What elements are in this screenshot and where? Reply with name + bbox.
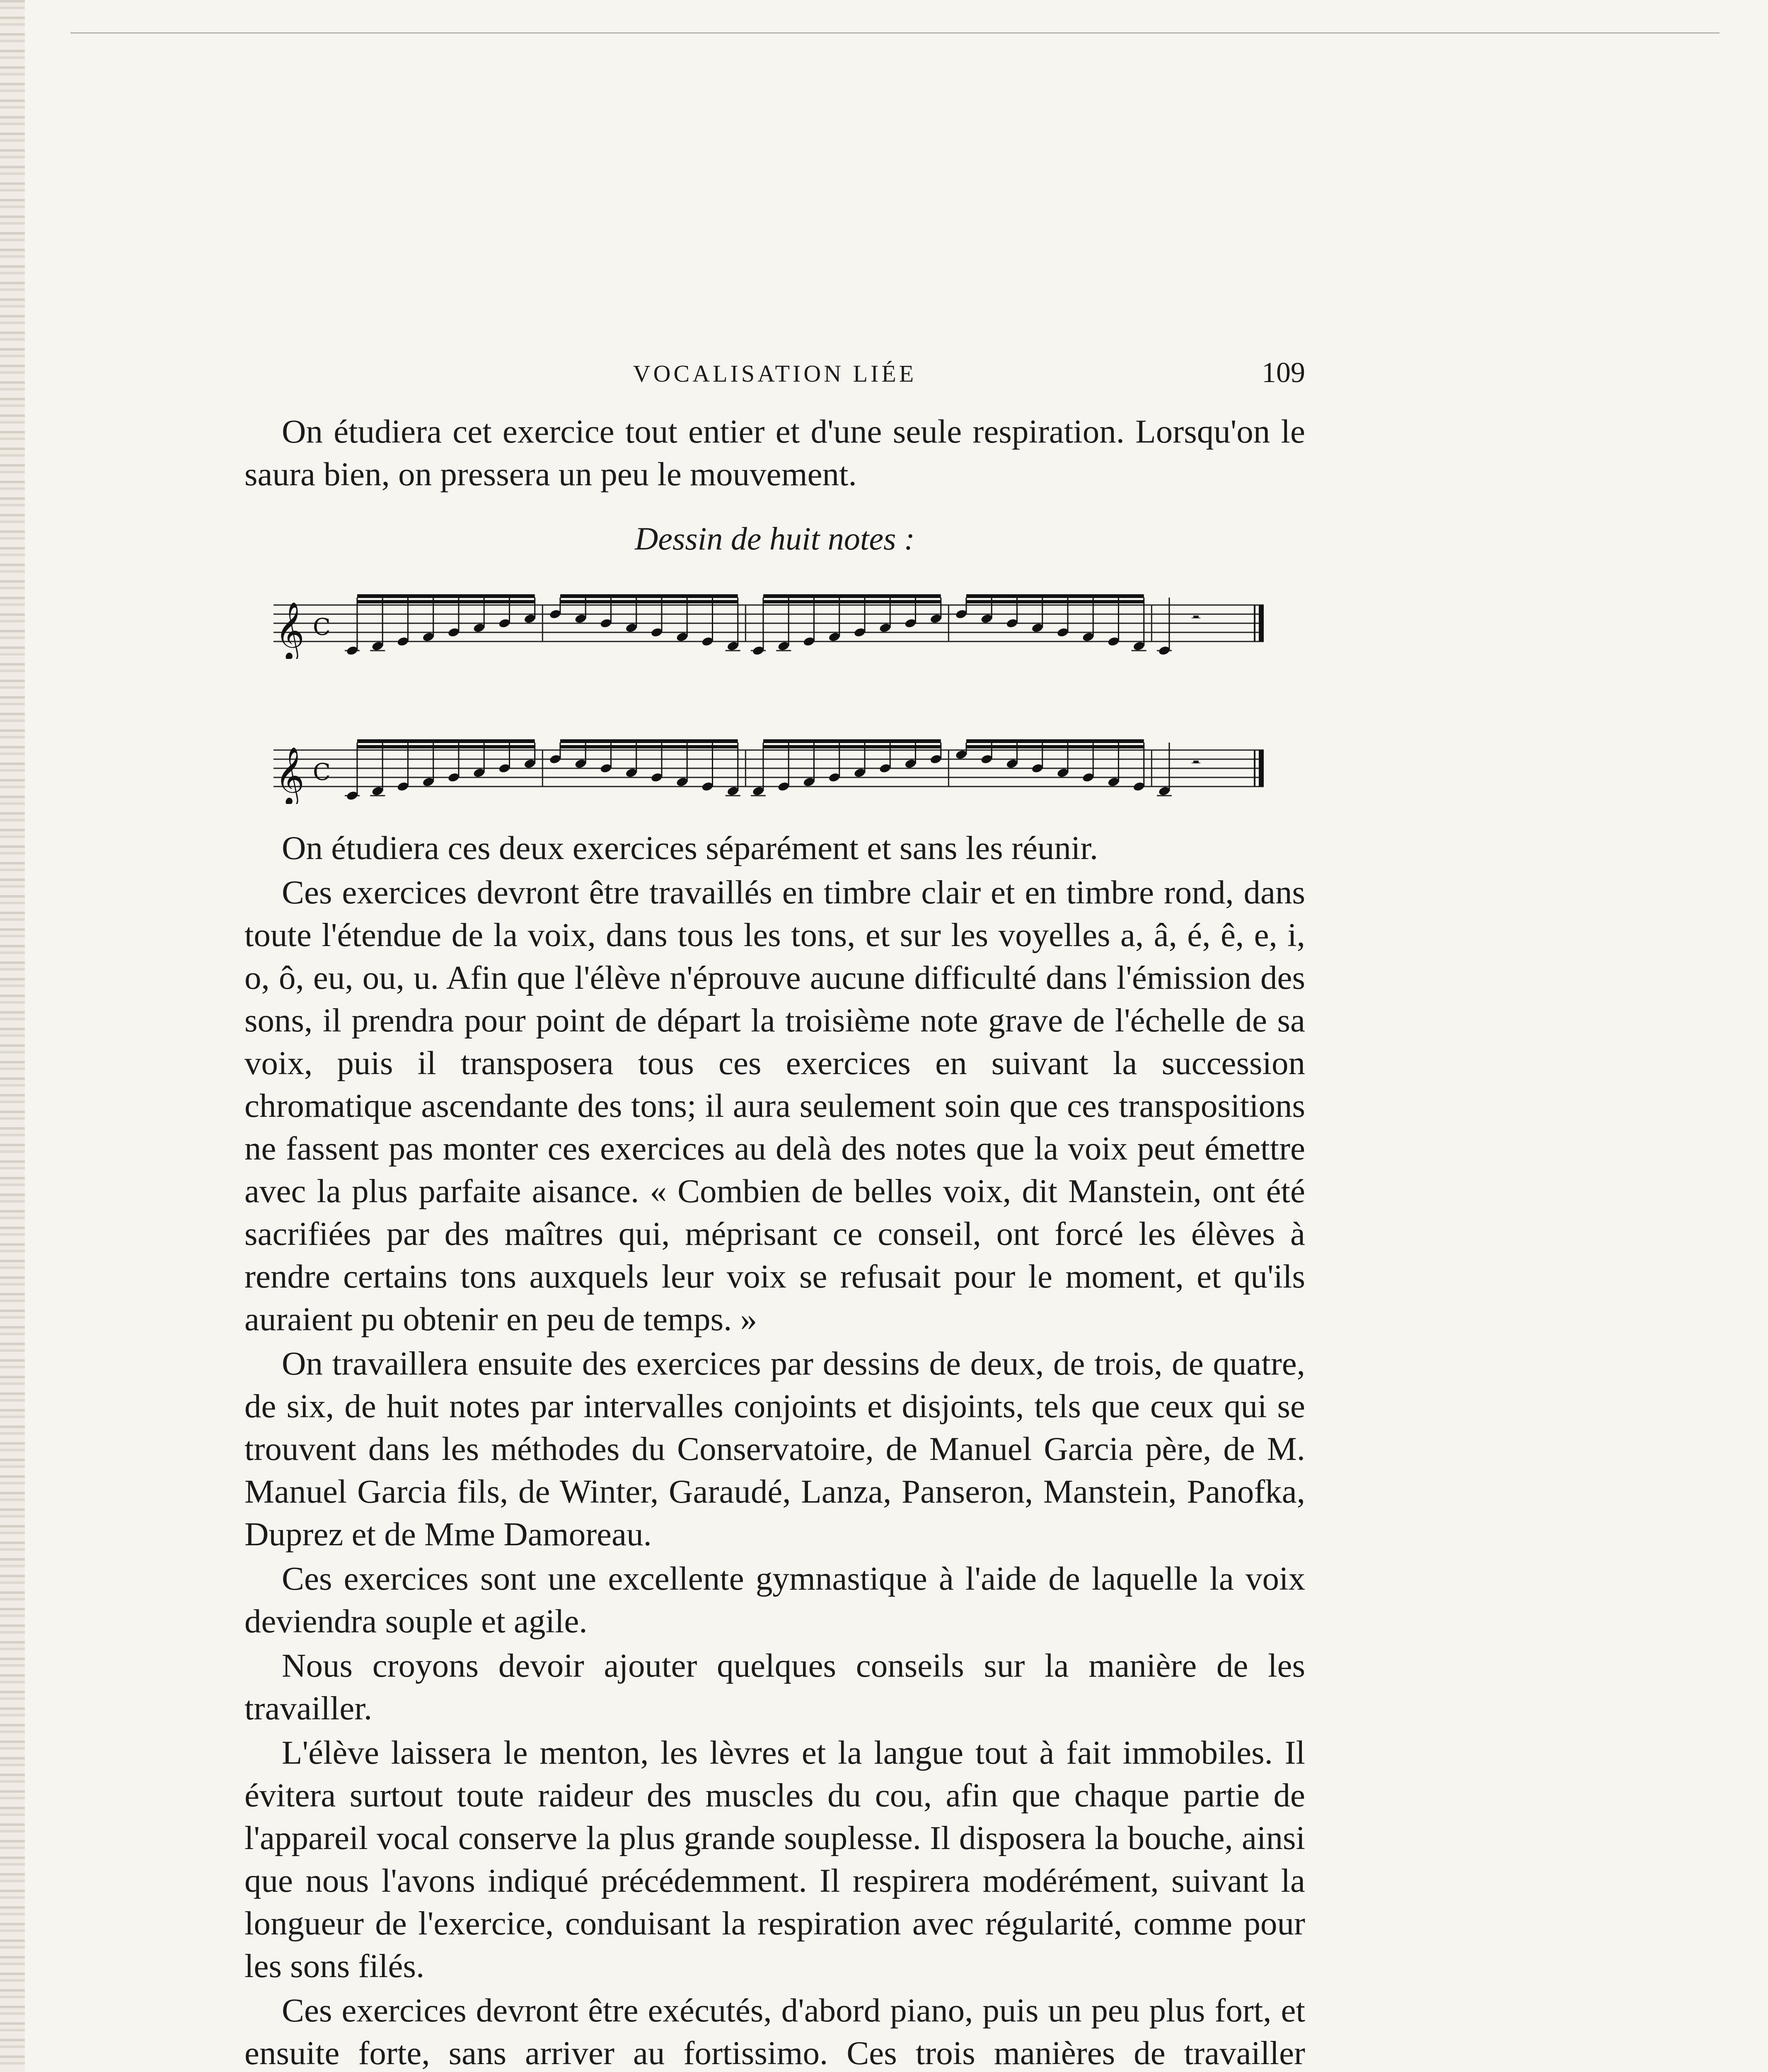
note-beam	[763, 594, 941, 598]
note-beam	[763, 739, 941, 743]
note-beam	[966, 594, 1144, 598]
note-beam	[763, 745, 941, 748]
example-caption: Dessin de huit notes :	[635, 520, 915, 557]
scan-binding-edge	[0, 0, 25, 2072]
treble-clef-icon: 𝄞	[275, 747, 305, 804]
body-paragraph-6: L'élève laissera le menton, les lèvres et la langue tout à fait immobiles. Il évitera surtout toute raideur des muscles du cou, afin que chaque partie de l'appareil vocal conserve la plus grande souplesse. Il disposera la bouche, ainsi que nous l'avons indiqué précédemment. Il respirera modérément, suivant la longueur de l'exercice, conduisant la respiration avec régularité, comme pour les sons filés.	[244, 1734, 1305, 1985]
note-beam	[357, 739, 535, 743]
top-scan-rule	[70, 32, 1720, 34]
music-staff-2-svg	[265, 733, 1272, 804]
time-signature: C	[313, 614, 331, 641]
note-beam	[560, 600, 738, 603]
note-beam	[966, 739, 1144, 743]
note-beam	[357, 600, 535, 603]
body-text	[244, 827, 1305, 2072]
body-paragraph-3: On travaillera ensuite des exercices par dessins de deux, de trois, de quatre, de six, de huit notes par intervalles conjoints et disjoints, tels que ceux qui se trouvent dans les méthodes du Conservatoire, de Manuel Garcia père, de M. Manuel Garcia fils, de Winter, Garaudé, Lanza, Panseron, Manstein, Panofka, Duprez et de Mme Damoreau.	[244, 1345, 1305, 1553]
note-beam	[357, 745, 535, 748]
body-paragraph-2: Ces exercices devront être travaillés en timbre clair et en timbre rond, dans toute l'étendue de la voix, dans tous les tons, et sur les voyelles a, â, é, ê, e, i, o, ô, eu, ou, u. Afin que l'élève n'éprouve aucune difficulté dans l'émission des sons, il prendra pour point de départ la troisième note grave de l'échelle de sa voix, puis il transposera tous ces exercices en suivant la succession chromatique ascendante des tons; il aura seulement soin que ces transpositions ne fassent pas monter ces exercices au delà des notes que la voix peut émettre avec la plus parfaite aisance. « Combien de belles voix, dit Manstein, ont été sacrifiées par des maîtres qui, méprisant ce conseil, ont forcé les élèves à rendre certains tons auxquels leur voix se refusait pour le moment, et qu'ils auraient pu obtenir en peu de temps. »	[244, 874, 1305, 1338]
body-paragraph-4: Ces exercices sont une excellente gymnastique à l'aide de laquelle la voix deviendra souple et agile.	[244, 1560, 1305, 1640]
music-staff-1-svg	[265, 588, 1272, 659]
running-head-title: VOCALISATION LIÉE	[633, 360, 917, 387]
note-beam	[966, 745, 1144, 748]
note-beam	[966, 600, 1144, 603]
final-bar-line-thick	[1259, 605, 1264, 641]
body-paragraph-7: Ces exercices devront être exécutés, d'abord piano, puis un peu plus fort, et ensuite forte, sans arriver au fortissimo. Ces trois manières de travailler	[244, 1992, 1305, 2072]
whole-rest-icon: 𝄼	[1191, 605, 1201, 634]
note-beam	[357, 594, 535, 598]
intro-text	[244, 410, 1305, 496]
body-paragraph-1: On étudiera ces deux exercices séparément et sans les réunir.	[282, 829, 1098, 867]
running-head	[244, 357, 1305, 397]
note-beam	[763, 600, 941, 603]
intro-paragraph: On étudiera cet exercice tout entier et d'une seule respiration. Lorsqu'on le saura bien, on pressera un peu le mouvement.	[244, 413, 1305, 493]
note-beam	[560, 594, 738, 598]
treble-clef-icon: 𝄞	[275, 602, 305, 659]
music-staff-2	[265, 733, 1272, 804]
note-beam	[560, 745, 738, 748]
final-bar-line-thick	[1259, 750, 1264, 787]
body-paragraph-5: Nous croyons devoir ajouter quelques conseils sur la manière de les travailler.	[244, 1647, 1305, 1727]
time-signature: C	[313, 759, 331, 786]
music-staff-1	[265, 588, 1272, 659]
note-beam	[560, 739, 738, 743]
whole-rest-icon: 𝄼	[1191, 750, 1201, 779]
page-number: 109	[1262, 357, 1305, 389]
